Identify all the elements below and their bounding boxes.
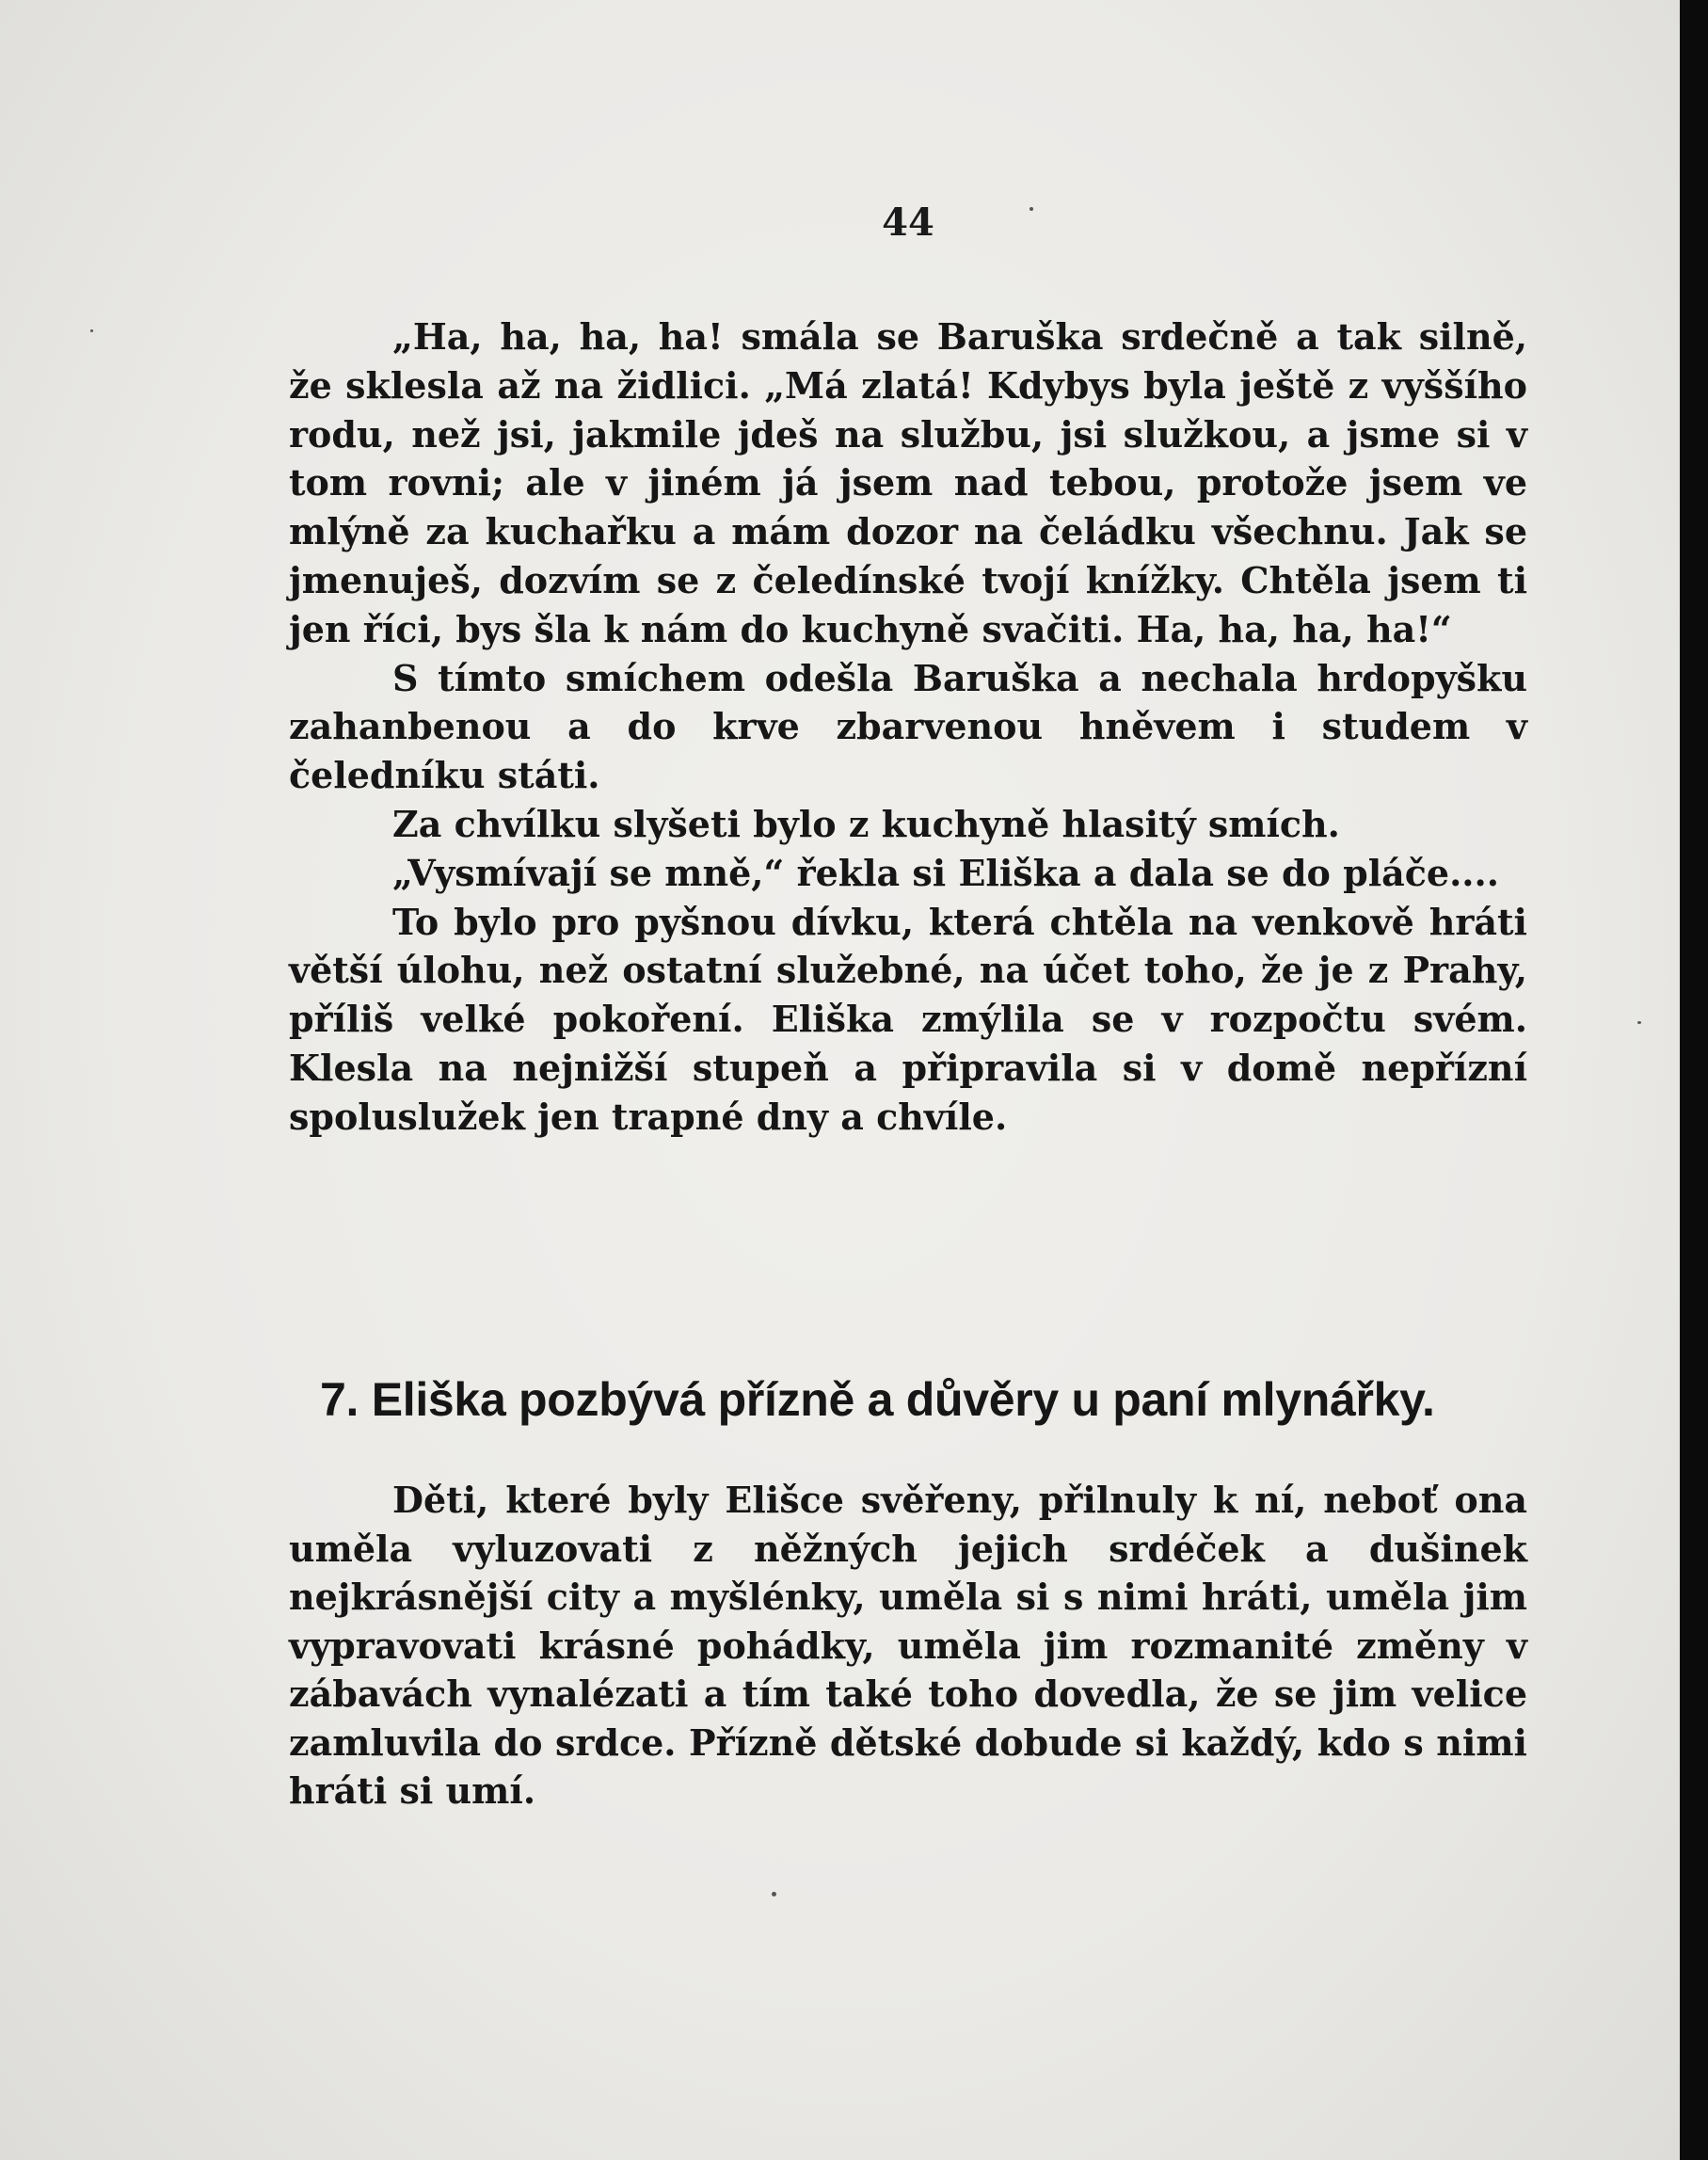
- text-block-before-chapter: [289, 312, 1527, 1142]
- page-number: 44: [882, 200, 934, 245]
- paragraph-barusa-laughter: „Ha, ha, ha, ha! smála se Baruška srdečně a tak silně, že sklesla až na židlici. „Má zlatá! Kdybys byla ještě z vyššího rodu, než jsi, jakmile jdeš na službu, jsi služkou, a jsme si v tom rovni; ale v jiném já jsem nad tebou, protože jsem ve mlýně za kuchařku a mám dozor na čeládku všechnu. Jak se jmenuješ, dozvím se z čeledínské tvojí knížky. Chtěla jsem ti jen říci, bys šla k nám do kuchyně svačiti. Ha, ha, ha, ha!“: [289, 315, 1527, 650]
- paper-speck: [1030, 207, 1033, 211]
- paragraph-humiliation: To bylo pro pyšnou dívku, která chtěla na venkově hráti větší úlohu, než ostatní služebné, na účet toho, že je z Prahy, příliš velké pokoření. Eliška zmýlila se v rozpočtu svém. Klesla na nejnižší stupeň a připravila si v domě nepřízní spoluslužek jen trapné dny a chvíle.: [289, 900, 1527, 1138]
- paragraph-barusa-leaves: S tímto smíchem odešla Baruška a nechala hrdopyšku zahanbenou a do krve zbarvenou hněvem i studem v čeledníku státi.: [289, 656, 1527, 797]
- paragraph-children: Děti, které byly Elišce svěřeny, přilnuly k ní, neboť ona uměla vyluzovati z něžných jejich srdéček a dušinek nejkrásnější city a myšlénky, uměla si s nimi hráti, uměla jim vypravovati krásné pohádky, uměla jim rozmanité změny v zábavách vynalézati a tím také toho dovedla, že se jim velice zamluvila do srdce. Přízně dětské dobude si každý, kdo s nimi hráti si umí.: [289, 1479, 1527, 1812]
- text-block-after-chapter: [289, 1476, 1527, 1816]
- paragraph-kitchen-laughter: Za chvílku slyšeti bylo z kuchyně hlasitý smích.: [392, 802, 1340, 845]
- paper-speck: [1637, 1021, 1641, 1024]
- scan-border: [1680, 0, 1708, 2160]
- chapter-heading: 7. Eliška pozbývá přízně a důvěry u paní mlynářky.: [320, 1373, 1435, 1426]
- paragraph-eliska-cries: „Vysmívají se mně,“ řekla si Eliška a dala se do pláče....: [392, 851, 1499, 894]
- paper-speck: [772, 1892, 776, 1896]
- paper-speck: [90, 329, 93, 332]
